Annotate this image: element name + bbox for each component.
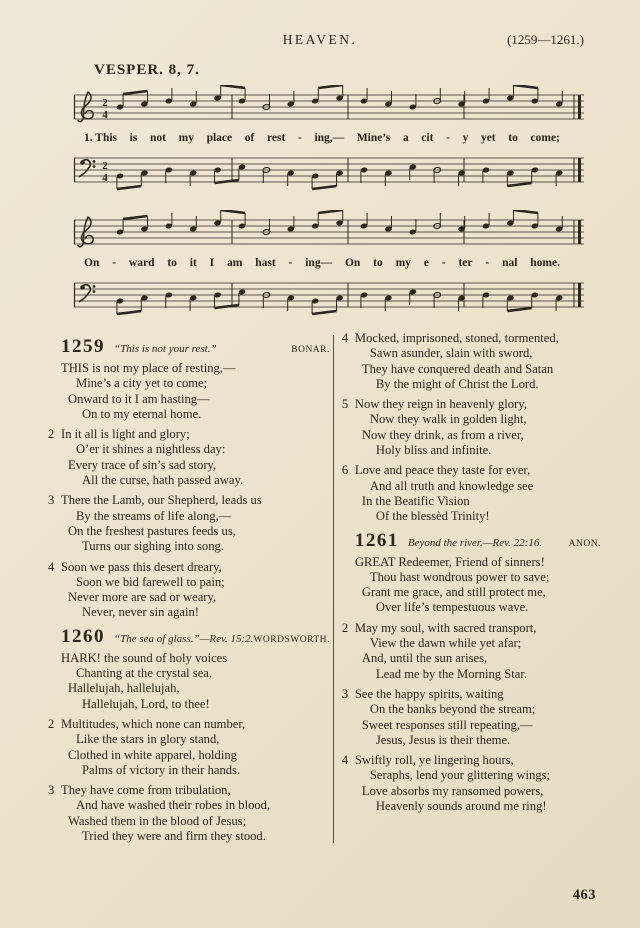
lyric-syllable: cit — [421, 132, 434, 144]
page-header-title: HEAVEN. — [282, 32, 358, 47]
hymn-verse — [341, 753, 604, 814]
verse-line: By the might of Christ the Lord. — [375, 376, 539, 391]
svg-text:2: 2 — [102, 160, 108, 172]
hymn-verse — [48, 716, 333, 778]
verse-number: 2 — [48, 716, 55, 731]
hymn-verse — [341, 397, 604, 458]
verse-line: Now they drink, as from a river, — [361, 427, 524, 442]
lyric-syllable: ing— — [305, 257, 333, 269]
lyric-syllable: a — [402, 132, 409, 144]
verse-line: See the happy spirits, waiting — [354, 686, 504, 701]
svg-text:2: 2 — [102, 97, 108, 109]
hymn-subtitle: “This is not your rest.” — [114, 343, 217, 355]
verse-line: On the freshest pastures feeds us, — [68, 523, 236, 538]
hymn-number: 1261 — [354, 529, 399, 551]
system-gap — [52, 194, 588, 210]
music-notation — [52, 85, 588, 319]
verse-line: HARK! the sound of holy voices — [61, 650, 228, 665]
lyric-syllable: place — [206, 132, 233, 144]
lyric-syllable: ward — [128, 257, 155, 269]
verse-line: Every trace of sin’s sad story, — [68, 457, 217, 472]
tune-title: VESPER. 8, 7. — [94, 62, 200, 78]
hymn-heading — [61, 336, 333, 358]
hymn-verse — [48, 427, 333, 488]
verse-line: There the Lamb, our Shepherd, leads us — [61, 493, 262, 508]
verse-line: Heavenly sounds around me ring! — [375, 799, 547, 814]
hymn-verse — [341, 331, 604, 392]
verse-line: Turns our sighing into song. — [82, 539, 224, 554]
verse-line: Mine’s a city yet to come; — [76, 376, 208, 391]
hymn-subtitle: “The sea of glass.”—Rev. 15:2. — [114, 632, 254, 645]
verse-line: O’er it shines a nightless day: — [76, 442, 226, 457]
verse-line: Grant me grace, and still protect me, — [361, 585, 546, 600]
lyric-line-1 — [52, 131, 588, 148]
lyric-syllable: of — [244, 132, 255, 144]
lyric-syllable: come; — [530, 132, 560, 144]
verse-line: GREAT Redeemer, Friend of sinners! — [354, 554, 545, 569]
lyric-syllable: - — [446, 132, 450, 144]
verse-number: 4 — [341, 331, 349, 345]
lyric-syllable: - — [112, 257, 117, 269]
hymn-author: WORDSWORTH. — [253, 634, 330, 645]
lyric-syllable: I — [209, 257, 215, 269]
verse-number: 2 — [48, 427, 55, 442]
verse-line: Sweet responses still repeating,— — [361, 717, 533, 732]
lyric-syllable: to — [508, 132, 518, 144]
verse-line: Soon we bid farewell to pain; — [76, 574, 225, 589]
verse-line: On to my eternal home. — [82, 406, 202, 421]
verse-number: 4 — [48, 559, 55, 574]
bass-staff-1 — [52, 148, 588, 194]
hymn-verse — [61, 361, 333, 422]
lyric-syllable: is — [129, 132, 138, 144]
svg-text:4: 4 — [102, 172, 108, 184]
verse-line: Hallelujah, Lord, to thee! — [82, 696, 210, 711]
hymn-heading — [355, 530, 604, 552]
hymn-number: 1260 — [61, 625, 105, 647]
verse-number: 2 — [341, 620, 349, 635]
column-divider — [333, 335, 334, 843]
verse-line: Over life’s tempestuous wave. — [375, 600, 529, 615]
lyric-syllable: - — [288, 257, 293, 269]
hymn-subtitle: Beyond the river.—Rev. 22:16. — [407, 536, 543, 549]
verse-line: By the streams of life along,— — [76, 508, 232, 523]
verse-line: Sawn asunder, slain with sword, — [369, 346, 533, 361]
lyric-syllable: not — [149, 132, 166, 144]
lyric-syllable: hast — [255, 257, 276, 269]
lyric-syllable: to — [373, 257, 383, 269]
lyric-syllable: e — [423, 257, 429, 269]
verse-line: Of the blessèd Trinity! — [375, 509, 490, 524]
lyric-syllable: yet — [480, 132, 496, 144]
verse-line: Jesus, Jesus is their theme. — [375, 732, 511, 747]
verse-line: Thou hast wondrous power to save; — [369, 569, 550, 584]
page-number: 463 — [572, 887, 596, 903]
verse-line: Like the stars in glory stand, — [76, 732, 220, 747]
verse-number: 4 — [341, 753, 349, 768]
lyric-syllable: home. — [530, 257, 560, 269]
verse-line: View the dawn while yet afar; — [369, 636, 522, 651]
hymn-verse — [61, 651, 333, 712]
lyric-syllable: - — [297, 132, 302, 144]
lyric-syllable: am — [227, 257, 243, 269]
lyric-syllable: - — [441, 257, 446, 269]
bass-staff-2 — [52, 273, 588, 319]
hymn-verse — [341, 620, 604, 682]
svg-text:4: 4 — [102, 109, 108, 121]
verse-line: Chanting at the crystal sea, — [76, 666, 213, 681]
verse-line: Onward to it I am hasting— — [68, 391, 210, 406]
verse-line: And all truth and knowledge see — [369, 478, 534, 493]
hymn-author: ANON. — [568, 538, 601, 549]
verse-line: All the curse, hath passed away. — [82, 473, 244, 488]
hymn-verse — [48, 559, 333, 621]
verse-line: Holy bliss and infinite. — [375, 443, 492, 458]
lyric-syllable: On — [84, 257, 100, 269]
lyric-syllable: ter — [458, 257, 473, 269]
verse-line: In it all is light and glory; — [61, 427, 190, 442]
verse-line: Swiftly roll, ye lingering hours, — [354, 753, 514, 768]
verse-number: 6 — [341, 463, 349, 478]
lyric-syllable: to — [167, 257, 177, 269]
hymn-verse — [341, 686, 604, 748]
verse-line: Lead me by the Morning Star. — [375, 666, 527, 681]
verse-line: And have washed their robes in blood, — [76, 798, 271, 813]
verse-line: In the Beatific Vision — [361, 493, 470, 508]
lyric-syllable: nal — [502, 257, 518, 269]
verse-line: Tried they were and firm they stood. — [82, 829, 266, 844]
hymn-column-left — [44, 331, 333, 849]
verse-number: 5 — [341, 397, 349, 412]
verse-line: And, until the sun arises, — [361, 651, 488, 666]
lyric-syllable: y — [462, 132, 469, 144]
verse-line: Love absorbs my ransomed powers, — [361, 783, 544, 798]
verse-line: Seraphs, lend your glittering wings; — [369, 768, 551, 783]
verse-line: Soon we pass this desert dreary, — [61, 559, 222, 574]
lyric-syllable: it — [189, 257, 197, 269]
lyric-syllable: ing,— — [314, 132, 345, 144]
treble-staff-1 — [52, 85, 588, 131]
hymn-verse — [48, 783, 333, 844]
verse-line: Palms of victory in their hands. — [82, 762, 241, 777]
page-header-hymn-range: (1259—1261.) — [507, 32, 584, 47]
verse-line: Now they reign in heavenly glory, — [354, 397, 527, 412]
hymn-number: 1259 — [61, 336, 105, 357]
hymn-verse — [48, 493, 333, 554]
verse-line: May my soul, with sacred transport, — [354, 620, 537, 635]
treble-staff-2 — [52, 210, 588, 256]
lyric-line-2 — [52, 256, 588, 273]
hymn-column-right — [338, 331, 604, 849]
verse-number: 3 — [48, 783, 55, 798]
hymn-heading — [61, 626, 333, 648]
hymn-author: BONAR. — [291, 345, 330, 355]
lyric-syllable: On — [344, 257, 361, 269]
verse-line: Never, never sin again! — [82, 605, 199, 620]
verse-line: THIS is not my place of resting,— — [61, 361, 236, 375]
verse-line: Never more are sad or weary, — [68, 590, 217, 605]
hymn-verse — [355, 555, 604, 616]
lyric-syllable: my — [395, 257, 411, 269]
page-header — [0, 0, 640, 52]
verse-line: Mocked, imprisoned, stoned, tormented, — [354, 331, 559, 345]
lyric-syllable: my — [178, 132, 194, 144]
verse-line: Now they walk in golden light, — [369, 412, 527, 427]
verse-number: 3 — [341, 686, 349, 701]
lyric-syllable: Mine’s — [356, 132, 391, 144]
verse-line: Love and peace they taste for ever, — [354, 463, 531, 478]
hymn-verse — [341, 463, 604, 524]
verse-line: On the banks beyond the stream; — [369, 702, 536, 717]
lyric-syllable: 1. This — [84, 132, 118, 144]
lyric-syllable: rest — [267, 132, 286, 144]
lyric-syllable: - — [485, 257, 490, 269]
verse-line: Washed them in the blood of Jesus; — [68, 813, 247, 828]
verse-number: 3 — [48, 493, 55, 508]
verse-line: Multitudes, which none can number, — [61, 716, 246, 731]
hymn-text-section — [44, 331, 604, 849]
verse-line: Hallelujah, hallelujah, — [68, 681, 180, 696]
verse-line: Clothed in white apparel, holding — [68, 747, 237, 762]
verse-line: They have conquered death and Satan — [361, 361, 554, 376]
verse-line: They have come from tribulation, — [61, 783, 231, 798]
